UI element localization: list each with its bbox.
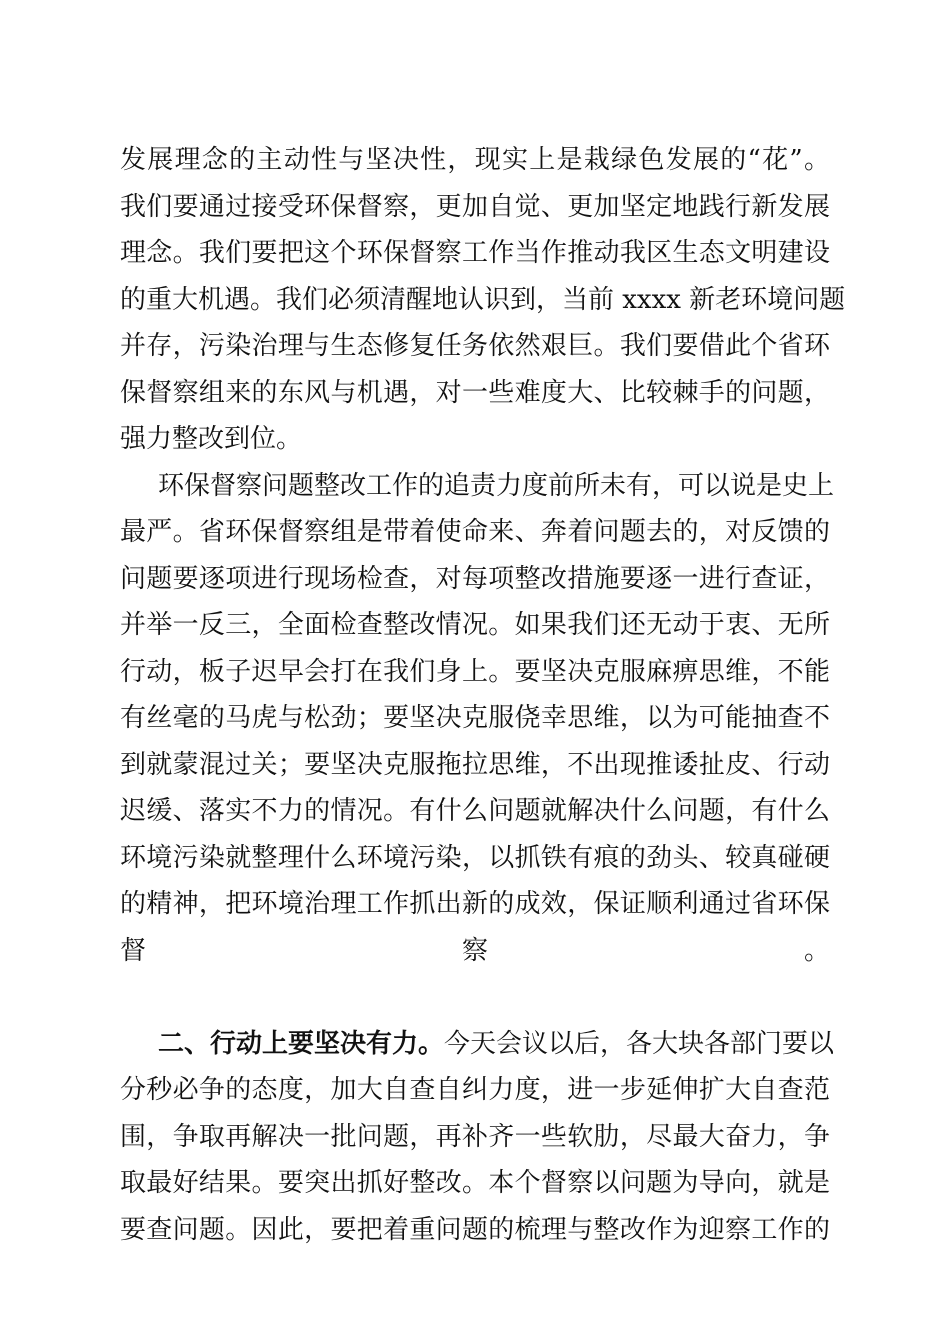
paragraph-2-line-9: 环境污染就整理什么环境污染，以抓铁有痕的劲头、较真碰硬 xyxy=(120,842,830,873)
paragraph-1-line-4: 的重大机遇。我们必须清醒地认识到，当前 xxxx 新老环境问题 xyxy=(120,284,846,315)
paragraph-1-line-1: 发展理念的主动性与坚决性，现实上是栽绿色发展的“花”。 xyxy=(120,145,830,175)
paragraph-3-line-1-text: 今天会议以后，各大块各部门要以 xyxy=(444,1028,835,1059)
paragraph-2-line-12 xyxy=(120,974,830,1021)
paragraph-2-line-4: 并举一反三，全面检查整改情况。如果我们还无动于衷、无所 xyxy=(120,610,830,640)
paragraph-1-line-5: 并存，污染治理与生态修复任务依然艰巨。我们要借此个省环 xyxy=(120,331,830,361)
paragraph-2-line-3: 问题要逐项进行现场检查，对每项整改措施要逐一进行查证， xyxy=(120,563,830,594)
paragraph-2-line-11: 督察。 xyxy=(120,935,830,966)
paragraph-2-line-10: 的精神，把环境治理工作抓出新的成效，保证顺利通过省环保 xyxy=(120,889,830,919)
paragraph-1-line-6: 保督察组来的东风与机遇，对一些难度大、比较棘手的问题， xyxy=(120,377,830,408)
paragraph-3-line-4: 取最好结果。要突出抓好整改。本个督察以问题为导向，就是 xyxy=(120,1168,830,1198)
paragraph-3-line-2: 分秒必争的态度，加大自查自纠力度，进一步延伸扩大自查范 xyxy=(120,1075,830,1105)
paragraph-2-line-6: 有丝毫的马虎与松劲；要坚决克服侥幸思维，以为可能抽查不 xyxy=(120,703,830,733)
paragraph-3-line-5: 要查问题。因此，要把着重问题的梳理与整改作为迎察工作的 xyxy=(120,1214,830,1245)
paragraph-2-line-7: 到就蒙混过关；要坚决克服拖拉思维，不出现推诿扯皮、行动 xyxy=(120,749,830,780)
paragraph-3-line-1 xyxy=(120,1021,835,1068)
paragraph-2-line-8: 迟缓、落实不力的情况。有什么问题就解决什么问题，有什么 xyxy=(120,796,830,826)
paragraph-2-line-1: 环保督察问题整改工作的追责力度前所未有，可以说是史上 xyxy=(158,470,835,501)
paragraph-1-line-2: 我们要通过接受环保督察，更加自觉、更加坚定地践行新发展 xyxy=(120,191,830,222)
section-heading: 二、行动上要坚决有力。 xyxy=(158,1028,445,1059)
paragraph-3-line-3: 围，争取再解决一批问题，再补齐一些软肋，尽最大奋力，争 xyxy=(120,1121,830,1152)
paragraph-2-line-2: 最严。省环保督察组是带着使命来、奔着问题去的，对反馈的 xyxy=(120,517,830,547)
paragraph-2-line-5: 行动，板子迟早会打在我们身上。要坚决克服麻痹思维，不能 xyxy=(120,656,830,687)
paragraph-1-line-3: 理念。我们要把这个环保督察工作当作推动我区生态文明建设 xyxy=(120,238,830,268)
document-body xyxy=(120,137,846,1253)
paragraph-1-line-7: 强力整改到位。 xyxy=(120,424,303,454)
